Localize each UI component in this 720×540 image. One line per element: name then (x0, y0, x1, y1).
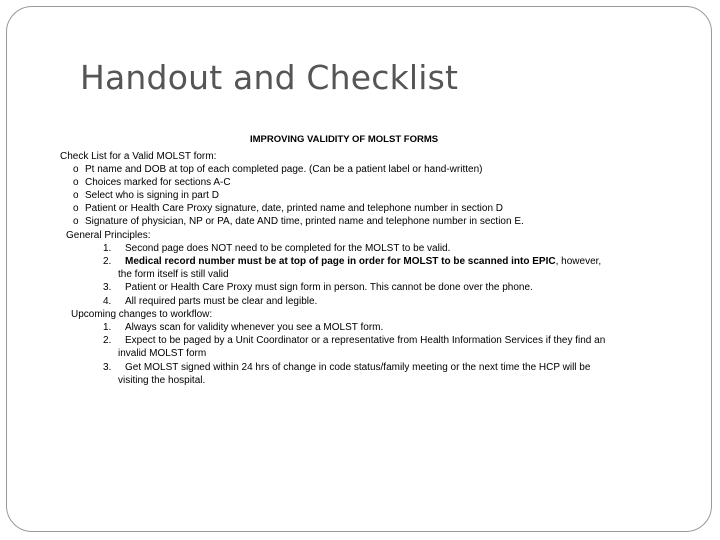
principle-item: 3. Patient or Health Care Proxy must sign form in person. This cannot be done over the phone. (103, 282, 533, 293)
bullet-icon: o (73, 203, 79, 214)
bullet-icon: o (73, 216, 79, 227)
bullet-icon: o (73, 190, 79, 201)
bullet-icon: o (73, 177, 79, 188)
workflow-item-continuation: visiting the hospital. (118, 375, 206, 386)
checklist-item: o Signature of physician, NP or PA, date AND time, printed name and telephone number in section E. (73, 216, 524, 227)
principle-item: 4. All required parts must be clear and legible. (103, 296, 318, 307)
document-heading: IMPROVING VALIDITY OF MOLST FORMS (250, 134, 439, 145)
checklist-item: o Select who is signing in part D (73, 190, 219, 201)
slide-title: Handout and Checklist (80, 58, 459, 97)
principle-item: 1. Second page does NOT need to be completed for the MOLST to be valid. (103, 243, 451, 254)
workflow-item: 3. Get MOLST signed within 24 hrs of change in code status/family meeting or the next time the HCP will be (103, 362, 591, 373)
checklist-item: o Choices marked for sections A-C (73, 177, 231, 188)
workflow-item-continuation: invalid MOLST form (118, 348, 207, 359)
principle-bold-text: Medical record number must be at top of page in order for MOLST to be scanned into EPIC (125, 256, 556, 267)
principle-item: 2. Medical record number must be at top of page in order for MOLST to be scanned into EPIC, however, (103, 256, 602, 267)
checklist-label: Check List for a Valid MOLST form: (60, 151, 217, 162)
workflow-item: 1. Always scan for validity whenever you see a MOLST form. (103, 322, 384, 333)
workflow-label: Upcoming changes to workflow: (71, 309, 213, 320)
principle-item-continuation: the form itself is still valid (118, 269, 229, 280)
bullet-icon: o (73, 164, 79, 175)
checklist-item: o Pt name and DOB at top of each completed page. (Can be a patient label or hand-written) (73, 164, 483, 175)
principles-label: General Principles: (66, 230, 151, 241)
checklist-item: o Patient or Health Care Proxy signature, date, printed name and telephone number in section D (73, 203, 504, 214)
workflow-item: 2. Expect to be paged by a Unit Coordinator or a representative from Health Information Services if they find an (103, 335, 606, 346)
